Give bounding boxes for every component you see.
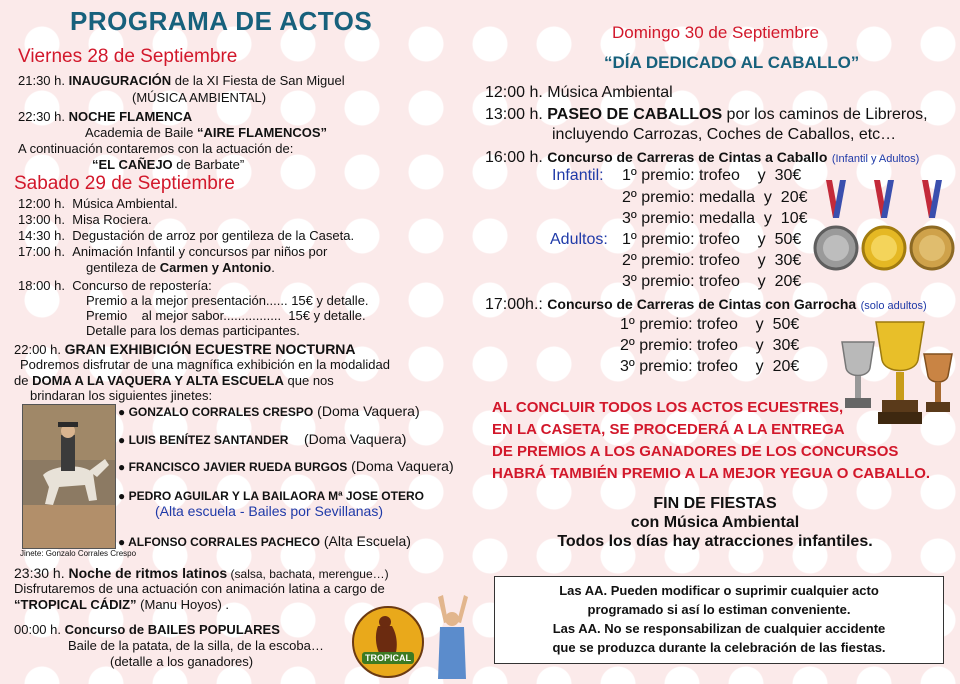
event-time: 17:00 h. xyxy=(18,244,65,259)
academy-name: “AIRE FLAMENCOS” xyxy=(197,125,328,140)
event-text: que nos xyxy=(283,373,334,388)
event-name: Concurso de Carreras de Cintas con Garrocha xyxy=(547,296,857,312)
event-time: 18:00 h. xyxy=(18,278,65,293)
friday-event-inauguracion xyxy=(18,73,345,89)
awards-notice xyxy=(492,397,930,485)
event-text: Degustación de arroz por gentileza de la Caseta. xyxy=(72,228,355,243)
bailes-description: Baile de la patata, de la silla, de la escoba… xyxy=(68,638,324,653)
prize-row: 2º premio: medalla y 20€ xyxy=(622,189,808,206)
continuation-artist xyxy=(92,157,244,173)
event-name: NOCHE FLAMENCA xyxy=(68,109,193,124)
event-time: 13:00 h. xyxy=(18,212,65,227)
continuation-text: A continuación contaremos con la actuación de: xyxy=(18,141,294,156)
rider-name-text: PEDRO AGUILAR Y LA BAILAORA Mª JOSE OTERO xyxy=(128,489,424,503)
event-time: 17:00h.: xyxy=(485,296,543,313)
awards-line: HABRÁ TAMBIÉN PREMIO A LA MEJOR YEGUA O CABALLO. xyxy=(492,465,931,482)
rider-style: (Alta escuela - Bailes por Sevillanas) xyxy=(155,503,383,519)
cheering-person-image xyxy=(430,595,475,679)
infantil-label: Infantil: xyxy=(552,167,604,184)
reposteria-prize: Premio al mejor sabor................ 15€ y detalle. xyxy=(86,308,366,323)
event-text: (salsa, bachata, merengue…) xyxy=(227,567,389,581)
rider-name-text: FRANCISCO JAVIER RUEDA BURGOS xyxy=(128,460,348,474)
ecuestre-event xyxy=(14,341,356,358)
rider-name-text: LUIS BENÍTEZ SANTANDER xyxy=(128,433,289,447)
event-text: Misa Rociera. xyxy=(72,212,152,227)
reposteria-prize: Premio a la mejor presentación...... 15€ y detalle. xyxy=(86,293,369,308)
prize-row: 2º premio: trofeo y 30€ xyxy=(620,337,800,354)
event-name: GRAN EXHIBICIÓN ECUESTRE NOCTURNA xyxy=(64,341,356,357)
saturday-header: Sabado 29 de Septiembre xyxy=(14,173,235,194)
sunday-subtitle: “DÍA DEDICADO AL CABALLO” xyxy=(604,53,860,72)
prize-row: 1º premio: trofeo y 30€ xyxy=(622,167,802,184)
prize-row: 3º premio: medalla y 10€ xyxy=(622,210,808,227)
saturday-item xyxy=(18,244,327,260)
friday-event-flamenca xyxy=(18,109,192,125)
horse-rider-image xyxy=(23,405,115,548)
rider-style: (Doma Vaquera) xyxy=(317,403,420,419)
sponsor-names: Carmen y Antonio xyxy=(159,260,272,275)
event-time: 13:00 h. xyxy=(485,106,543,123)
prize-row: 2º premio: trofeo y 30€ xyxy=(622,252,802,269)
fin-de-fiestas xyxy=(480,494,950,551)
rider-style: (Doma Vaquera) xyxy=(351,458,454,474)
event-name: INAUGURACIÓN xyxy=(68,73,172,88)
artist-name: “EL CAÑEJO xyxy=(92,157,173,172)
rider-item xyxy=(118,533,411,551)
prize-row: 1º premio: trofeo y 50€ xyxy=(622,231,802,248)
rider-name: ● GONZALO CORRALES CRESPO xyxy=(118,405,314,419)
event-time: 00:00 h. xyxy=(14,622,61,637)
cheering-person-icon xyxy=(430,595,475,679)
medals-icon xyxy=(812,178,957,273)
event-time: 21:30 h. xyxy=(18,73,65,88)
latinos-description: Disfrutaremos de una actuación con animación latina a cargo de xyxy=(14,581,385,596)
reposteria-event xyxy=(18,278,212,294)
event-sub xyxy=(85,125,327,141)
artist-origin: de Barbate” xyxy=(172,157,245,172)
sunday-event-paseo xyxy=(485,105,928,125)
rider-item xyxy=(118,458,454,476)
event-name: PASEO DE CABALLOS xyxy=(547,106,723,123)
sunday-event-garrocha xyxy=(485,294,927,316)
sunday-event-musica xyxy=(485,83,673,103)
event-time: 23:30 h. xyxy=(14,565,65,581)
event-time: 14:30 h. xyxy=(18,228,65,243)
rider-style: (Doma Vaquera) xyxy=(303,431,407,447)
event-text: de xyxy=(14,373,33,388)
event-time: 16:00 h. xyxy=(485,149,543,166)
discipline: DOMA A LA VAQUERA Y ALTA ESCUELA xyxy=(32,373,284,388)
awards-line: EN LA CASETA, SE PROCEDERÁ A LA ENTREGA xyxy=(492,421,845,438)
awards-line: DE PREMIOS A LOS GANADORES DE LOS CONCURSOS xyxy=(492,443,899,460)
medals-image xyxy=(812,178,957,273)
bailes-event xyxy=(14,622,280,638)
rider-name-text: GONZALO CORRALES CRESPO xyxy=(128,405,314,419)
rider-name-text: ALFONSO CORRALES PACHECO xyxy=(128,535,320,549)
event-name: Concurso de BAILES POPULARES xyxy=(64,622,280,637)
ecuestre-description xyxy=(14,373,334,389)
disclaimer-text xyxy=(495,577,943,657)
event-text: Animación Infantil y concursos par niños por xyxy=(72,244,328,259)
rider-item xyxy=(118,431,406,449)
event-sub-text: Academia de Baile xyxy=(85,125,198,140)
bailes-description: (detalle a los ganadores) xyxy=(110,654,254,669)
paseo-description: incluyendo Carrozas, Coches de Caballos, etc… xyxy=(552,126,897,143)
rider-name: ● PEDRO AGUILAR Y LA BAILAORA Mª JOSE OTERO xyxy=(118,489,424,503)
event-sub: (MÚSICA AMBIENTAL) xyxy=(132,90,267,105)
reposteria-detail: Detalle para los demas participantes. xyxy=(86,323,300,338)
saturday-item-cont: gentileza de Carmen y Antonio. xyxy=(86,260,275,275)
event-time: 12:00 h. xyxy=(18,196,65,211)
event-text: Música Ambiental xyxy=(547,84,673,101)
awards-line: AL CONCLUIR TODOS LOS ACTOS ECUESTRES, xyxy=(492,399,844,416)
event-name: Noche de ritmos latinos xyxy=(68,565,228,581)
disclaimer-box xyxy=(494,576,944,664)
ecuestre-description: brindaran los siguientes jinetes: xyxy=(30,388,213,403)
event-text: gentileza de xyxy=(86,260,160,275)
event-text: Concurso de repostería: xyxy=(72,278,212,293)
fin-line: con Música Ambiental xyxy=(630,514,800,531)
saturday-item xyxy=(18,212,152,228)
rider-name: ● LUIS BENÍTEZ SANTANDER xyxy=(118,433,289,447)
rider-photo xyxy=(22,404,116,549)
event-text: de la XI Fiesta de San Miguel xyxy=(171,73,345,88)
event-time: 22:00 h. xyxy=(14,342,61,357)
rider-style: (Alta Escuela) xyxy=(323,533,411,549)
rider-name: ● FRANCISCO JAVIER RUEDA BURGOS xyxy=(118,460,348,474)
disclaimer-line: Las AA. No se responsabilizan de cualquier accidente xyxy=(552,621,886,636)
event-time: 22:30 h. xyxy=(18,109,65,124)
disclaimer-line: que se produzca durante la celebración de las fiestas. xyxy=(552,640,886,655)
disclaimer-line: programado si así lo estiman conveniente. xyxy=(587,602,851,617)
rider-item xyxy=(118,403,420,421)
latinos-description xyxy=(14,597,229,613)
tropical-logo-icon xyxy=(352,606,424,678)
fin-line: FIN DE FIESTAS xyxy=(653,495,777,512)
prize-row: 3º premio: trofeo y 20€ xyxy=(620,358,800,375)
page-title: PROGRAMA DE ACTOS xyxy=(70,6,373,36)
ecuestre-description: Podremos disfrutar de una magnífica exhibición en la modalidad xyxy=(20,357,390,372)
event-note: (solo adultos) xyxy=(860,300,927,312)
adultos-label: Adultos: xyxy=(550,231,608,248)
tropical-logo xyxy=(352,606,424,678)
logo-text: TROPICAL xyxy=(365,653,411,663)
friday-header: Viernes 28 de Septiembre xyxy=(18,46,238,67)
event-note: (Infantil y Adultos) xyxy=(831,153,920,165)
photo-caption: Jinete: Gonzalo Corrales Crespo xyxy=(20,549,137,558)
rider-name: ● ALFONSO CORRALES PACHECO xyxy=(118,535,320,549)
event-text: por los caminos de Libreros, xyxy=(722,106,928,123)
prize-row: 1º premio: trofeo y 50€ xyxy=(620,316,800,333)
fin-line: Todos los días hay atracciones infantiles. xyxy=(557,533,873,550)
band-name: “TROPICAL CÁDIZ” xyxy=(14,597,137,612)
event-time: 12:00 h. xyxy=(485,84,543,101)
saturday-item xyxy=(18,196,178,212)
prize-row: 3º premio: trofeo y 20€ xyxy=(622,273,802,290)
disclaimer-line: Las AA. Pueden modificar o suprimir cualquier acto xyxy=(559,583,879,598)
sunday-header: Domingo 30 de Septiembre xyxy=(612,23,819,42)
event-text: (Manu Hoyos) . xyxy=(136,597,230,612)
event-name: Concurso de Carreras de Cintas a Caballo xyxy=(547,149,828,165)
saturday-item xyxy=(18,228,354,244)
event-text: Música Ambiental. xyxy=(72,196,178,211)
